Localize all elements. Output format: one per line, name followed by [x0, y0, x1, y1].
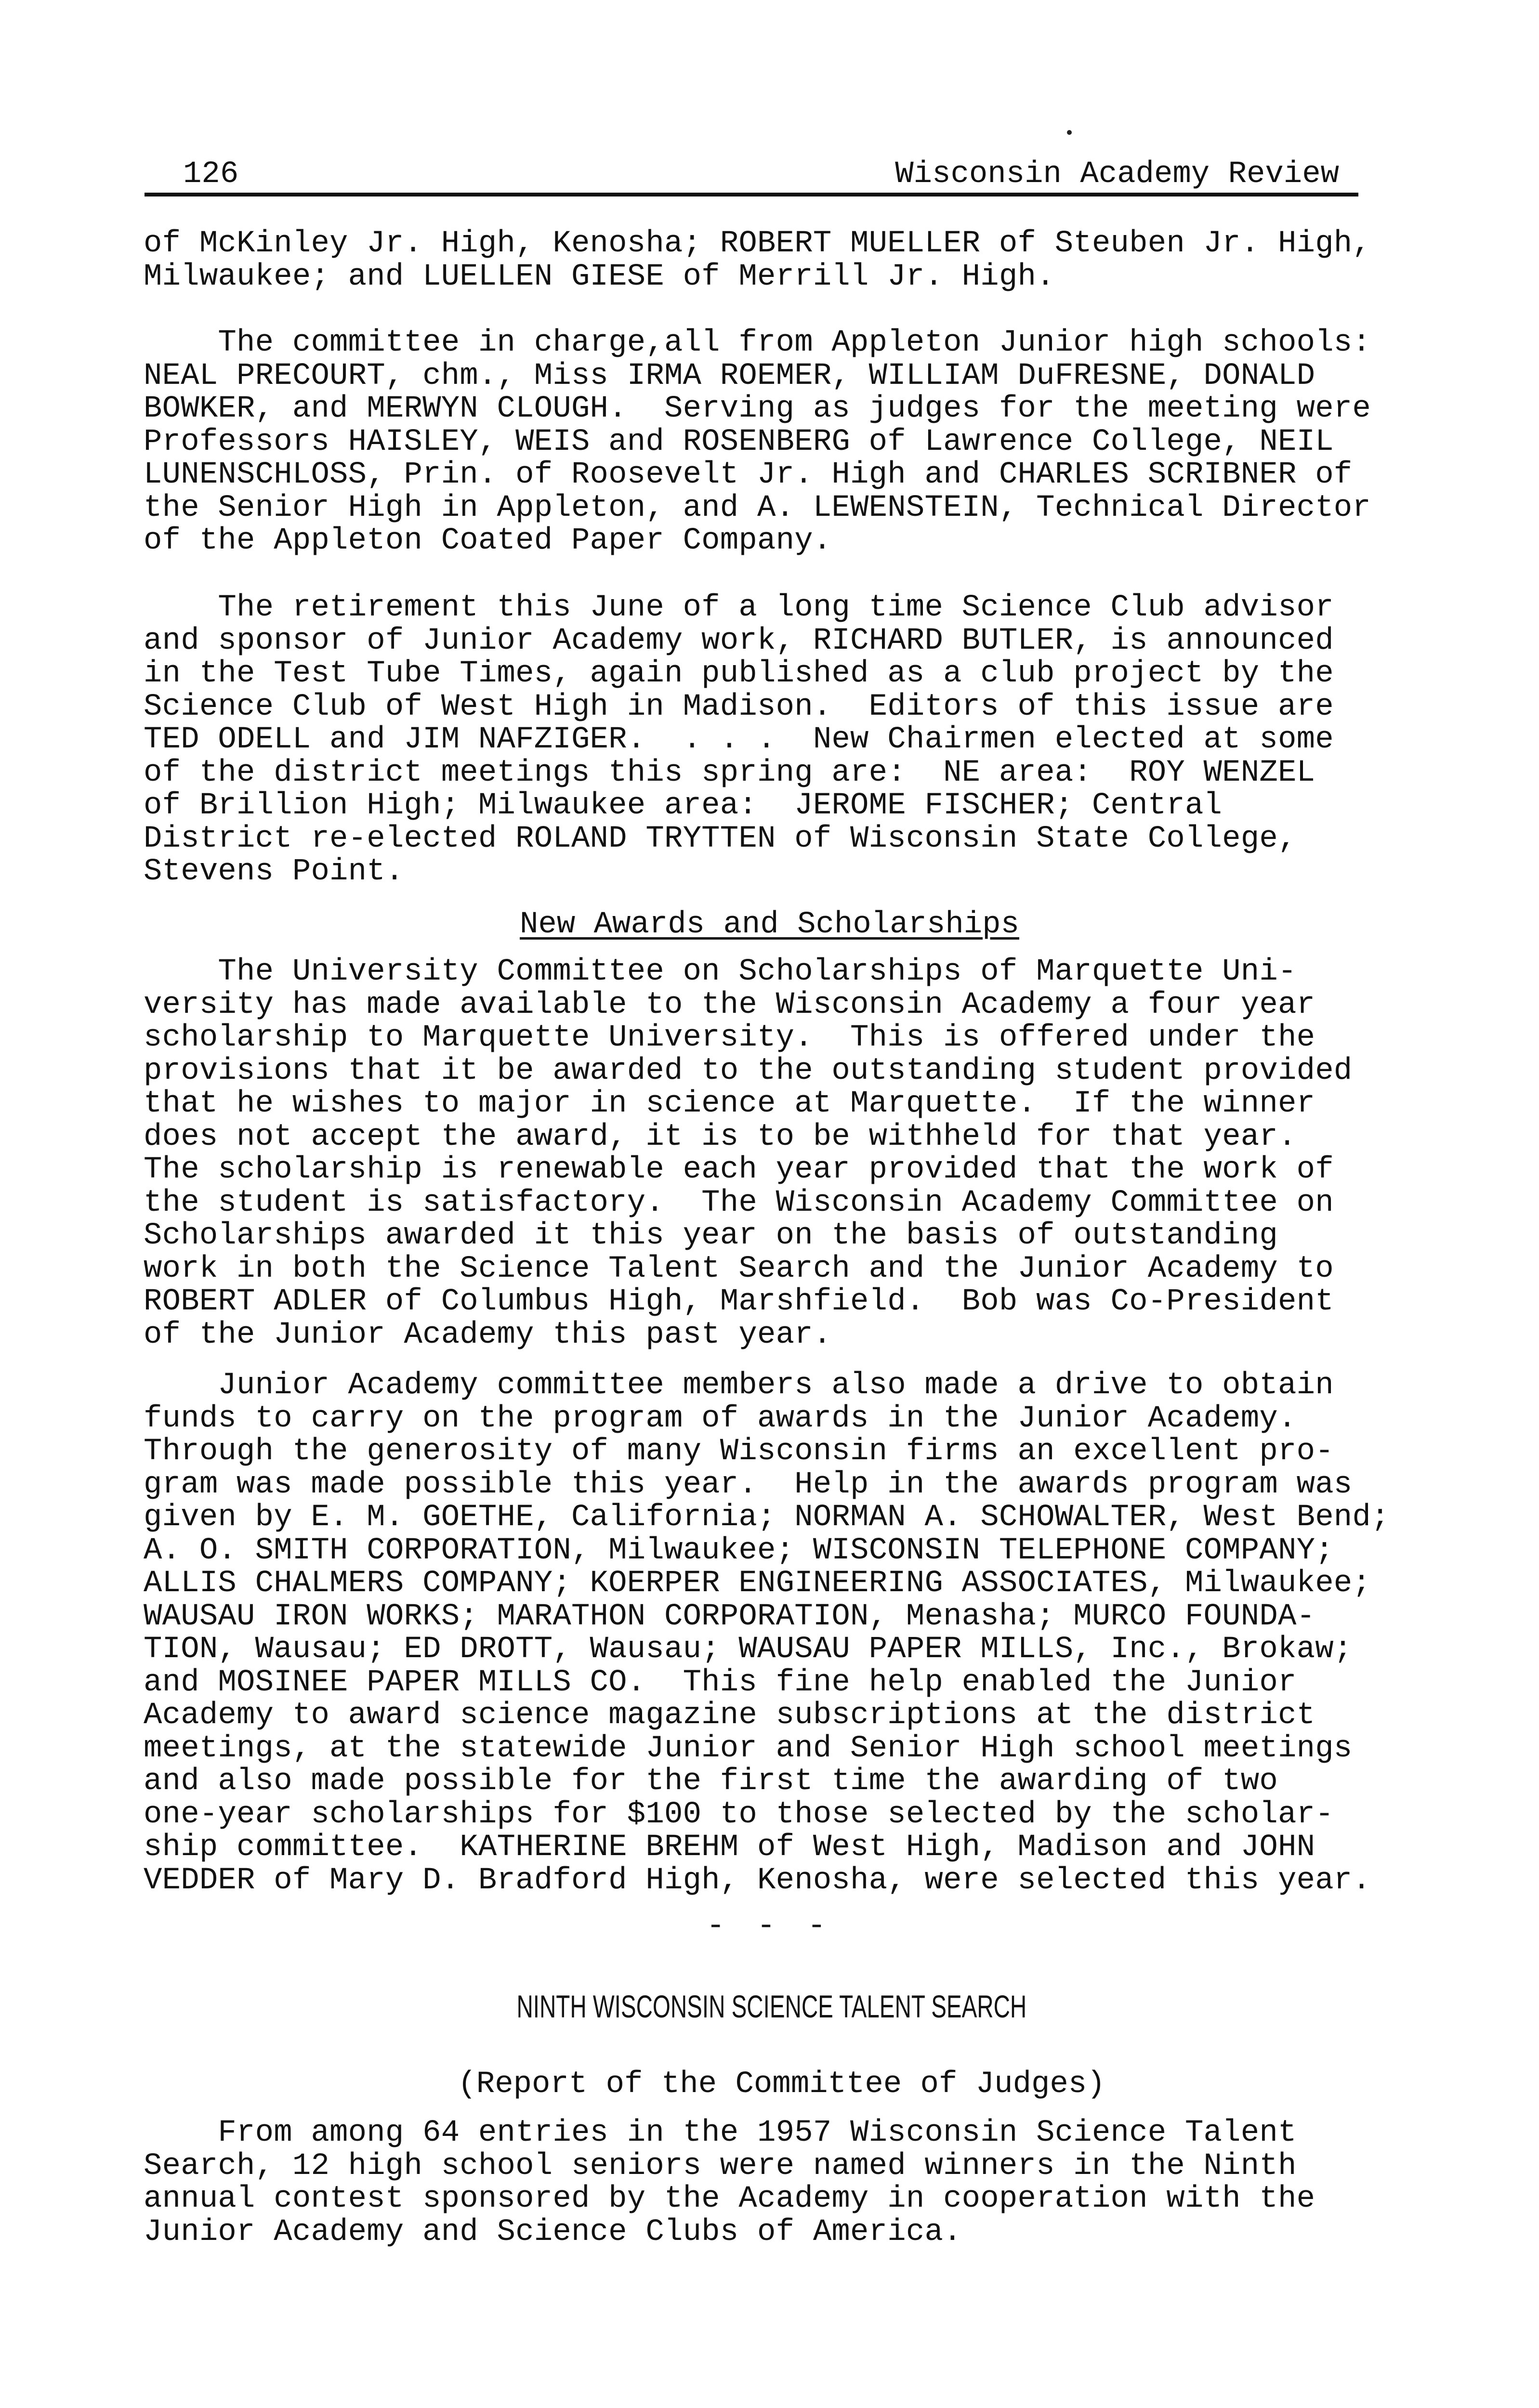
page-number: 126	[183, 157, 239, 192]
running-title: Wisconsin Academy Review	[895, 157, 1339, 192]
paragraph-retirement: The retirement this June of a long time Science Club advisor and sponsor of Junior Academy work, RICHARD BUTLER, is announced in the Test Tube Times, again published as a club project by the Science Club of West High in Madison. Editors of this issue are TED ODELL and JIM NAFZIGER. . . . New Chairmen elected at some of the district meetings this spring are: NE area: ROY WENZEL of Brillion High; Milwaukee area: JEROME FISCHER; Central District re-elected ROLAND TRYTTEN of Wisconsin State College, Stevens Point.	[144, 590, 1334, 889]
section-heading-text: New Awards and Scholarships	[520, 907, 1019, 942]
article-title: NINTH WISCONSIN SCIENCE TALENT SEARCH	[516, 1989, 1027, 2024]
paragraph-awards-program: Junior Academy committee members also made a drive to obtain funds to carry on the program of awards in the Junior Academy. Through the generosity of many Wisconsin firms an excellent pro- gram was made possible this year. Help in the awards program was given by E. M. GOETHE, California; NORMAN A. SCHOWALTER, West Bend; A. O. SMITH CORPORATION, Milwaukee; WISCONSIN TELEPHONE COMPANY; ALLIS CHALMERS COMPANY; KOERPER ENGINEERING ASSOCIATES, Milwaukee; WAUSAU IRON WORKS; MARATHON CORPORATION, Menasha; MURCO FOUNDA- TION, Wausau; ED DROTT, Wausau; WAUSAU PAPER MILLS, Inc., Brokaw; and MOSINEE PAPER MILLS CO. This fine help enabled the Junior Academy to award science magazine subscriptions at the district meetings, at the statewide Junior and Senior High school meetings and also made possible for the first time the awarding of two one-year scholarships for $100 to those selected by the scholar- ship committee. KATHERINE BREHM of West High, Madison and JOHN VEDDER of Mary D. Bradford High, Kenosha, were selected this year.	[144, 1368, 1390, 1898]
page-header	[145, 153, 1358, 196]
ink-speck	[1067, 130, 1072, 135]
article-subtitle: (Report of the Committee of Judges)	[458, 2067, 1105, 2102]
paragraph-committee: The committee in charge,all from Appleton Junior high schools: NEAL PRECOURT, chm., Miss IRMA ROEMER, WILLIAM DuFRESNE, DONALD BOWKER, and MERWYN CLOUGH. Serving as judges for the meeting were Professors HAISLEY, WEIS and ROSENBERG of Lawrence College, NEIL LUNENSCHLOSS, Prin. of Roosevelt Jr. High and CHARLES SCRIBNER of the Senior High in Appleton, and A. LEWENSTEIN, Technical Director of the Appleton Coated Paper Company.	[144, 326, 1371, 558]
paragraph-marquette-scholarship: The University Committee on Scholarships of Marquette Uni- versity has made available to the Wisconsin Academy a four year scholarship to Marquette University. This is offered under the provisions that it be awarded to the outstanding student provided that he wishes to major in science at Marquette. If the winner does not accept the award, it is to be withheld for that year. The scholarship is renewable each year provided that the work of the student is satisfactory. The Wisconsin Academy Committee on Scholarships awarded it this year on the basis of outstanding work in both the Science Talent Search and the Junior Academy to ROBERT ADLER of Columbus High, Marshfield. Bob was Co-President of the Junior Academy this past year.	[144, 955, 1353, 1352]
section-separator: - - -	[706, 1909, 833, 1944]
paragraph-continuation: of McKinley Jr. High, Kenosha; ROBERT MUELLER of Steuben Jr. High, Milwaukee; and LUELLEN GIESE of Merrill Jr. High.	[144, 226, 1371, 294]
section-heading	[0, 905, 1539, 944]
paragraph-talent-search: From among 64 entries in the 1957 Wisconsin Science Talent Search, 12 high school seniors were named winners in the Ninth annual contest sponsored by the Academy in cooperation with the Junior Academy and Science Clubs of America.	[144, 2116, 1315, 2250]
